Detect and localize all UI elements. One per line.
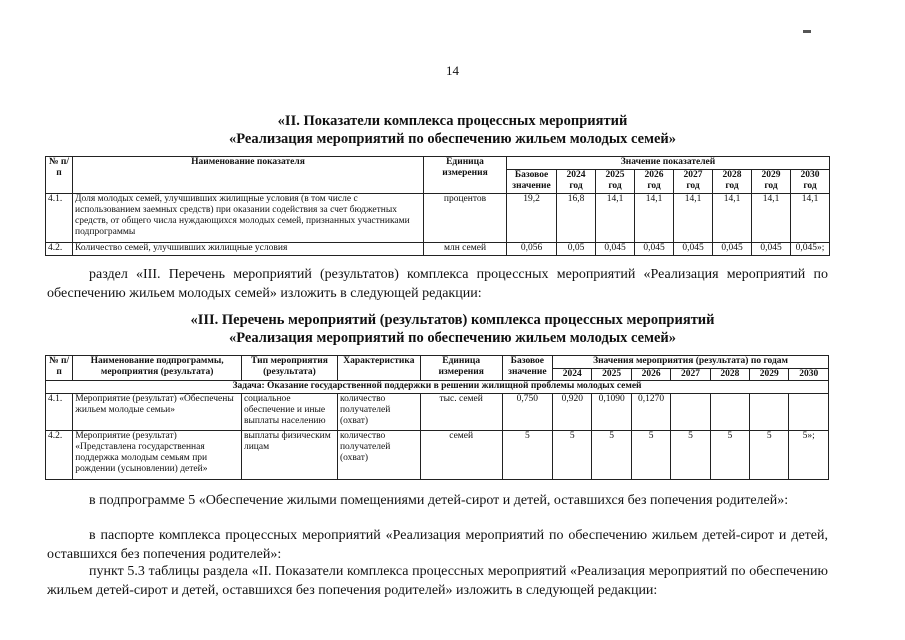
cell-unit: семей xyxy=(420,431,502,480)
col-name-header: Наименование показателя xyxy=(73,157,424,194)
values-group-header: Значения мероприятия (результата) по годам xyxy=(553,356,829,369)
cell-unit: млн семей xyxy=(424,243,507,256)
col-year-header: 2026 год xyxy=(635,170,674,194)
cell-type: социальное обеспечение и иные выплаты населению xyxy=(241,394,337,431)
cell-base: 19,2 xyxy=(507,194,557,243)
cell-value: 14,1 xyxy=(635,194,674,243)
cell-base: 5 xyxy=(502,431,553,480)
cell-value: 0,045 xyxy=(713,243,752,256)
page-number: 14 xyxy=(446,63,459,78)
cell-base: 0,056 xyxy=(507,243,557,256)
activities-table xyxy=(45,355,829,480)
col-year-header: 2029 xyxy=(750,369,789,381)
cell-value: 5 xyxy=(710,431,749,480)
cell-value: 5 xyxy=(553,431,592,480)
cell-value: 0,045 xyxy=(752,243,791,256)
cell-value: 0,045 xyxy=(596,243,635,256)
cell-value: 0,05 xyxy=(557,243,596,256)
cell-value: 0,1090 xyxy=(592,394,631,431)
cell-name: Количество семей, улучшивших жилищные условия xyxy=(73,243,424,256)
cell-value: 0,045»; xyxy=(791,243,830,256)
cell-name: Доля молодых семей, улучшивших жилищные условия (в том числе с использованием заемных средств) при оказании содействия за счет бюджетных средств, от общего числа нуждающихся молодых семей, признанных участниками подпрограммы xyxy=(73,194,424,243)
cell-unit: процентов xyxy=(424,194,507,243)
col-type-header: Тип мероприятия (результата) xyxy=(241,356,337,381)
col-year-header: 2025 xyxy=(592,369,631,381)
col-num-header: № п/п xyxy=(46,356,73,381)
task-row: Задача: Оказание государственной поддержки в решении жилищной проблемы молодых семей xyxy=(46,381,829,394)
paragraph-item-5-3: пункт 5.3 таблицы раздела «II. Показатели комплекса процессных мероприятий «Реализация мероприятий по обеспечению жильем детей-сирот и детей, оставшихся без попечения родителей» изложить в следующей редакции: xyxy=(47,564,828,598)
cell-value: 14,1 xyxy=(752,194,791,243)
col-year-header: 2027 xyxy=(671,369,710,381)
cell-value xyxy=(710,394,749,431)
paragraph-subprogram5: в подпрограмме 5 «Обеспечение жилыми помещениями детей-сирот и детей, оставшихся без попечения родителей»: xyxy=(89,493,789,508)
cell-num: 4.2. xyxy=(46,243,73,256)
cell-value: 5 xyxy=(631,431,670,480)
cell-value: 14,1 xyxy=(713,194,752,243)
col-year-header: 2028 год xyxy=(713,170,752,194)
section2-title-line1: «II. Показатели комплекса процессных мероприятий xyxy=(277,113,628,129)
table-row xyxy=(46,243,830,256)
cell-num: 4.1. xyxy=(46,394,73,431)
cell-name: Мероприятие (результат) «Представлена государственная поддержка молодым семьям при рождении (усыновлении) детей» xyxy=(73,431,242,480)
cell-value: 5 xyxy=(671,431,710,480)
cell-value: 0,1270 xyxy=(631,394,670,431)
paragraph-passport: в паспорте комплекса процессных мероприятий «Реализация мероприятий по обеспечению жильем детей-сирот и детей, оставшихся без попечения родителей»: xyxy=(47,528,828,562)
section3-title-line1: «III. Перечень мероприятий (результатов) комплекса процессных мероприятий xyxy=(190,312,715,328)
cell-value: 5 xyxy=(750,431,789,480)
col-num-header: № п/п xyxy=(46,157,73,194)
cell-value xyxy=(750,394,789,431)
section3-title-line2: «Реализация мероприятий по обеспечению жильем молодых семей» xyxy=(228,330,677,346)
cell-base: 0,750 xyxy=(502,394,553,431)
cell-value: 5»; xyxy=(789,431,829,480)
cell-value xyxy=(789,394,829,431)
cell-num: 4.2. xyxy=(46,431,73,480)
col-year-header: 2027 год xyxy=(674,170,713,194)
indicators-table xyxy=(45,156,830,256)
cell-type: выплаты физическим лицам xyxy=(241,431,337,480)
scan-mark xyxy=(803,30,811,33)
col-year-header: 2026 xyxy=(631,369,670,381)
col-year-header: 2024 xyxy=(553,369,592,381)
table-row xyxy=(46,394,829,431)
table-row xyxy=(46,431,829,480)
col-year-header: 2030 год xyxy=(791,170,830,194)
cell-value: 16,8 xyxy=(557,194,596,243)
col-name-header: Наименование подпрограммы, мероприятия (результата) xyxy=(73,356,242,381)
cell-value xyxy=(671,394,710,431)
cell-characteristic: количество получателей (охват) xyxy=(337,394,420,431)
col-year-header: 2030 xyxy=(789,369,829,381)
col-year-header: 2024 год xyxy=(557,170,596,194)
col-unit-header: Единица измерения xyxy=(424,157,507,194)
cell-value: 0,045 xyxy=(674,243,713,256)
paragraph-section3-intro: раздел «III. Перечень мероприятий (результатов) комплекса процессных мероприятий «Реализация мероприятий по обеспечению жильем молодых семей» изложить в следующей редакции: xyxy=(47,267,828,301)
cell-characteristic: количество получателей (охват) xyxy=(337,431,420,480)
cell-value: 14,1 xyxy=(596,194,635,243)
cell-value: 5 xyxy=(592,431,631,480)
section2-title xyxy=(120,112,785,148)
cell-value: 0,045 xyxy=(635,243,674,256)
section2-title-line2: «Реализация мероприятий по обеспечению жильем молодых семей» xyxy=(228,131,677,147)
cell-value: 14,1 xyxy=(674,194,713,243)
col-year-header: 2029 год xyxy=(752,170,791,194)
cell-unit: тыс. семей xyxy=(420,394,502,431)
col-base-header: Базовое значение xyxy=(502,356,553,381)
section3-title xyxy=(120,311,785,347)
cell-num: 4.1. xyxy=(46,194,73,243)
cell-value: 14,1 xyxy=(791,194,830,243)
cell-value: 0,920 xyxy=(553,394,592,431)
col-unit-header: Единица измерения xyxy=(420,356,502,381)
col-year-header: 2028 xyxy=(710,369,749,381)
values-group-header: Значение показателей xyxy=(507,157,830,170)
cell-name: Мероприятие (результат) «Обеспечены жильем молодые семьи» xyxy=(73,394,242,431)
col-base-header: Базовое значение xyxy=(507,170,557,194)
col-characteristic-header: Характеристика xyxy=(337,356,420,381)
col-year-header: 2025 год xyxy=(596,170,635,194)
table-row xyxy=(46,194,830,243)
